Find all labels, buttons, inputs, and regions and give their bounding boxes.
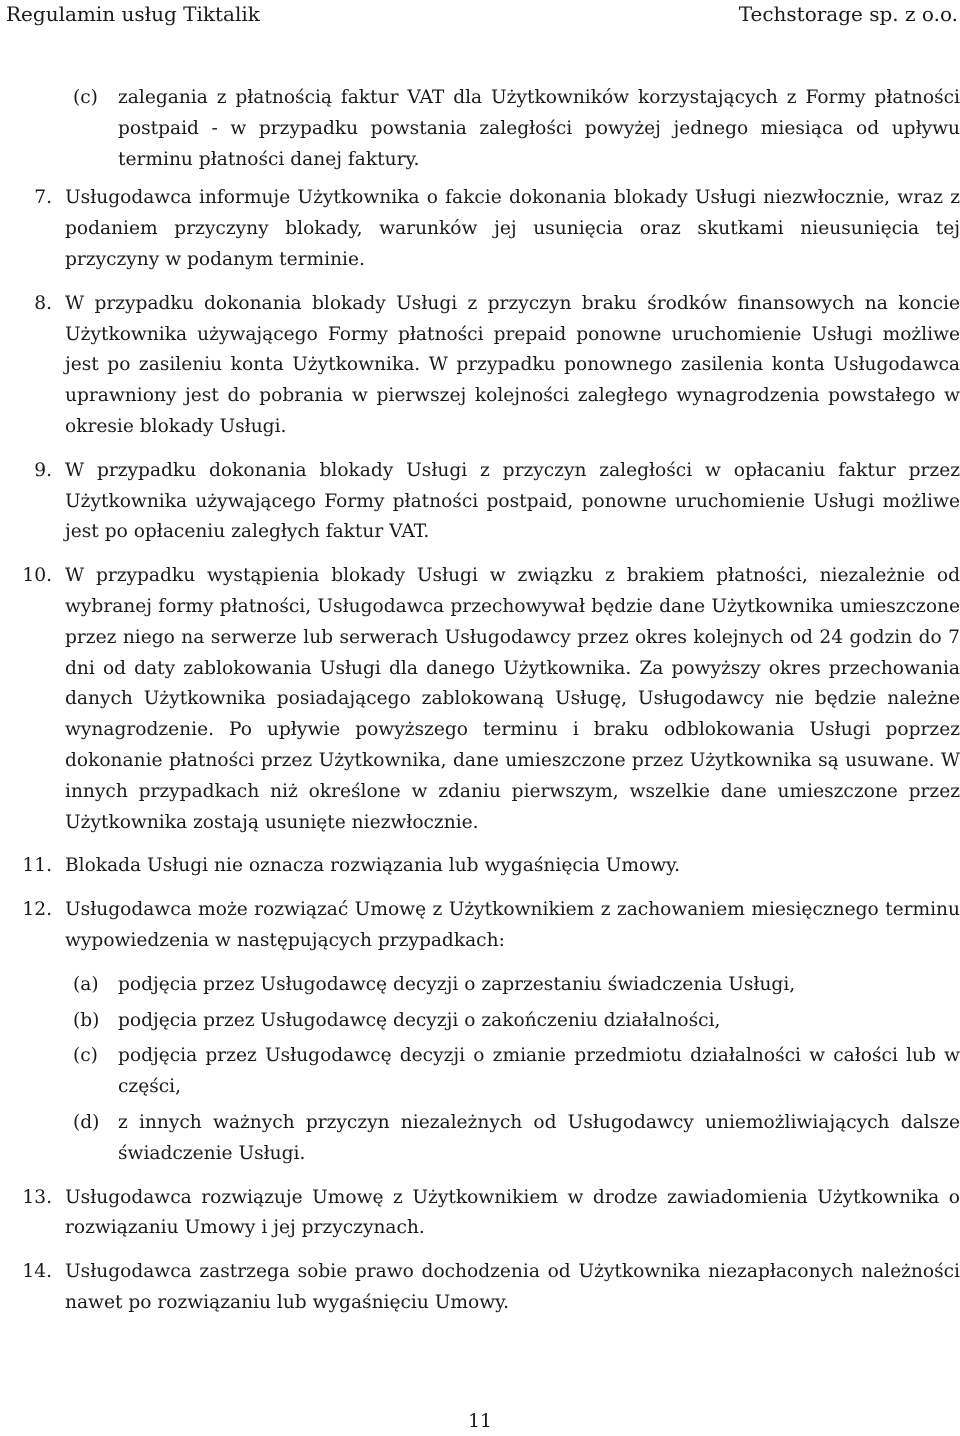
list-item-12b bbox=[0, 1006, 960, 1037]
page-number: 11 bbox=[468, 1411, 492, 1432]
list-item-8 bbox=[0, 289, 960, 443]
item-number: 8. bbox=[34, 292, 52, 314]
header-company-name: Techstorage sp. z o.o. bbox=[738, 2, 958, 26]
item-label: (c) bbox=[73, 1045, 98, 1067]
list-item-12d bbox=[0, 1108, 960, 1170]
list-item-12c bbox=[0, 1041, 960, 1103]
list-item-12a bbox=[0, 970, 960, 1001]
item-text: Usługodawca informuje Użytkownika o fakcie dokonania blokady Usługi niezwłocznie, wraz z podaniem przyczyny blokady, warunków jej usunięcia oraz skutkami nieusunięcia tej przyczyny w podanym terminie. bbox=[65, 187, 960, 270]
item-text: zalegania z płatnością faktur VAT dla Użytkowników korzystających z Formy płatności postpaid - w przypadku powstania zaległości powyżej jednego miesiąca od upływu terminu płatności danej faktury. bbox=[118, 87, 960, 170]
item-label: (c) bbox=[73, 87, 98, 108]
list-item-12 bbox=[0, 895, 960, 957]
item-number: 10. bbox=[22, 565, 52, 587]
list-item-9 bbox=[0, 456, 960, 548]
running-header bbox=[6, 0, 958, 28]
item-number: 11. bbox=[22, 855, 52, 877]
document-body bbox=[0, 83, 960, 1319]
item-text: podjęcia przez Usługodawcę decyzji o zaprzestaniu świadczenia Usługi, bbox=[118, 973, 796, 995]
list-item-11 bbox=[0, 851, 960, 882]
item-text: z innych ważnych przyczyn niezależnych od Usługodawcy uniemożliwiających dalsze świadczenie Usługi. bbox=[118, 1111, 960, 1164]
item-text: podjęcia przez Usługodawcę decyzji o zakończeniu działalności, bbox=[118, 1009, 721, 1031]
sublist-12 bbox=[0, 970, 960, 1170]
item-text: Blokada Usługi nie oznacza rozwiązania lub wygaśnięcia Umowy. bbox=[65, 855, 681, 877]
list-item-10 bbox=[0, 561, 960, 838]
item-label: (a) bbox=[73, 973, 99, 995]
item-number: 7. bbox=[34, 187, 52, 209]
item-label: (d) bbox=[73, 1111, 100, 1133]
item-text: W przypadku dokonania blokady Usługi z przyczyn zaległości w opłacaniu faktur przez Użytkownika używającego Formy płatności postpaid, ponowne uruchomienie Usługi możliwe jest po opłaceniu zaległych faktur VAT. bbox=[65, 459, 960, 543]
item-label: (b) bbox=[73, 1009, 100, 1031]
item-text: Usługodawca zastrzega sobie prawo dochodzenia od Użytkownika niezapłaconych należności nawet po rozwiązaniu lub wygaśnięciu Umowy. bbox=[65, 1261, 960, 1313]
item-number: 12. bbox=[22, 899, 52, 921]
list-item-7 bbox=[0, 183, 960, 275]
item-text: Usługodawca rozwiązuje Umowę z Użytkownikiem w drodze zawiadomienia Użytkownika o rozwiązaniu Umowy i jej przyczynach. bbox=[65, 1186, 960, 1239]
item-text: W przypadku wystąpienia blokady Usługi w związku z brakiem płatności, niezależnie od wybranej formy płatności, Usługodawca przechowywał będzie dane Użytkownika umieszczone przez niego na serwerze lub serwerach Usługodawcy przez okres kolejnych od 24 godzin do 7 dni od daty zablokowania Usługi dla danego Użytkownika. Za powyższy okres przechowania danych Użytkownika posiadającego zablokowaną Usługę, Usługodawcy nie będzie należne wynagrodzenie. Po upływie powyższego terminu i braku odblokowania Usługi poprzez dokonanie płatności przez Użytkownika, dane umieszczone przez Użytkownika są usuwane. W innych przypadkach niż określone w zdaniu pierwszym, wszelkie dane umieszczone przez Użytkownika zostają usunięte niezwłocznie. bbox=[65, 565, 960, 833]
item-text: Usługodawca może rozwiązać Umowę z Użytkownikiem z zachowaniem miesięcznego terminu wypowiedzenia w następujących przypadkach: bbox=[65, 899, 960, 951]
header-document-title: Regulamin usług Tiktalik bbox=[6, 2, 260, 26]
list-item-13 bbox=[0, 1183, 960, 1245]
list-item-c bbox=[0, 83, 960, 175]
item-text: podjęcia przez Usługodawcę decyzji o zmianie przedmiotu działalności w całości lub w części, bbox=[118, 1045, 960, 1098]
list-item-14 bbox=[0, 1257, 960, 1319]
item-number: 13. bbox=[22, 1186, 52, 1208]
item-number: 14. bbox=[22, 1261, 52, 1283]
item-number: 9. bbox=[34, 459, 52, 481]
item-text: W przypadku dokonania blokady Usługi z przyczyn braku środków finansowych na koncie Użytkownika używającego Formy płatności prepaid ponowne uruchomienie Usługi możliwe jest po zasileniu konta Użytkownika. W przypadku ponownego zasilenia konta Usługodawca uprawniony jest do pobrania w pierwszej kolejności zaległego wynagrodzenia powstałego w okresie blokady Usługi. bbox=[65, 292, 960, 437]
